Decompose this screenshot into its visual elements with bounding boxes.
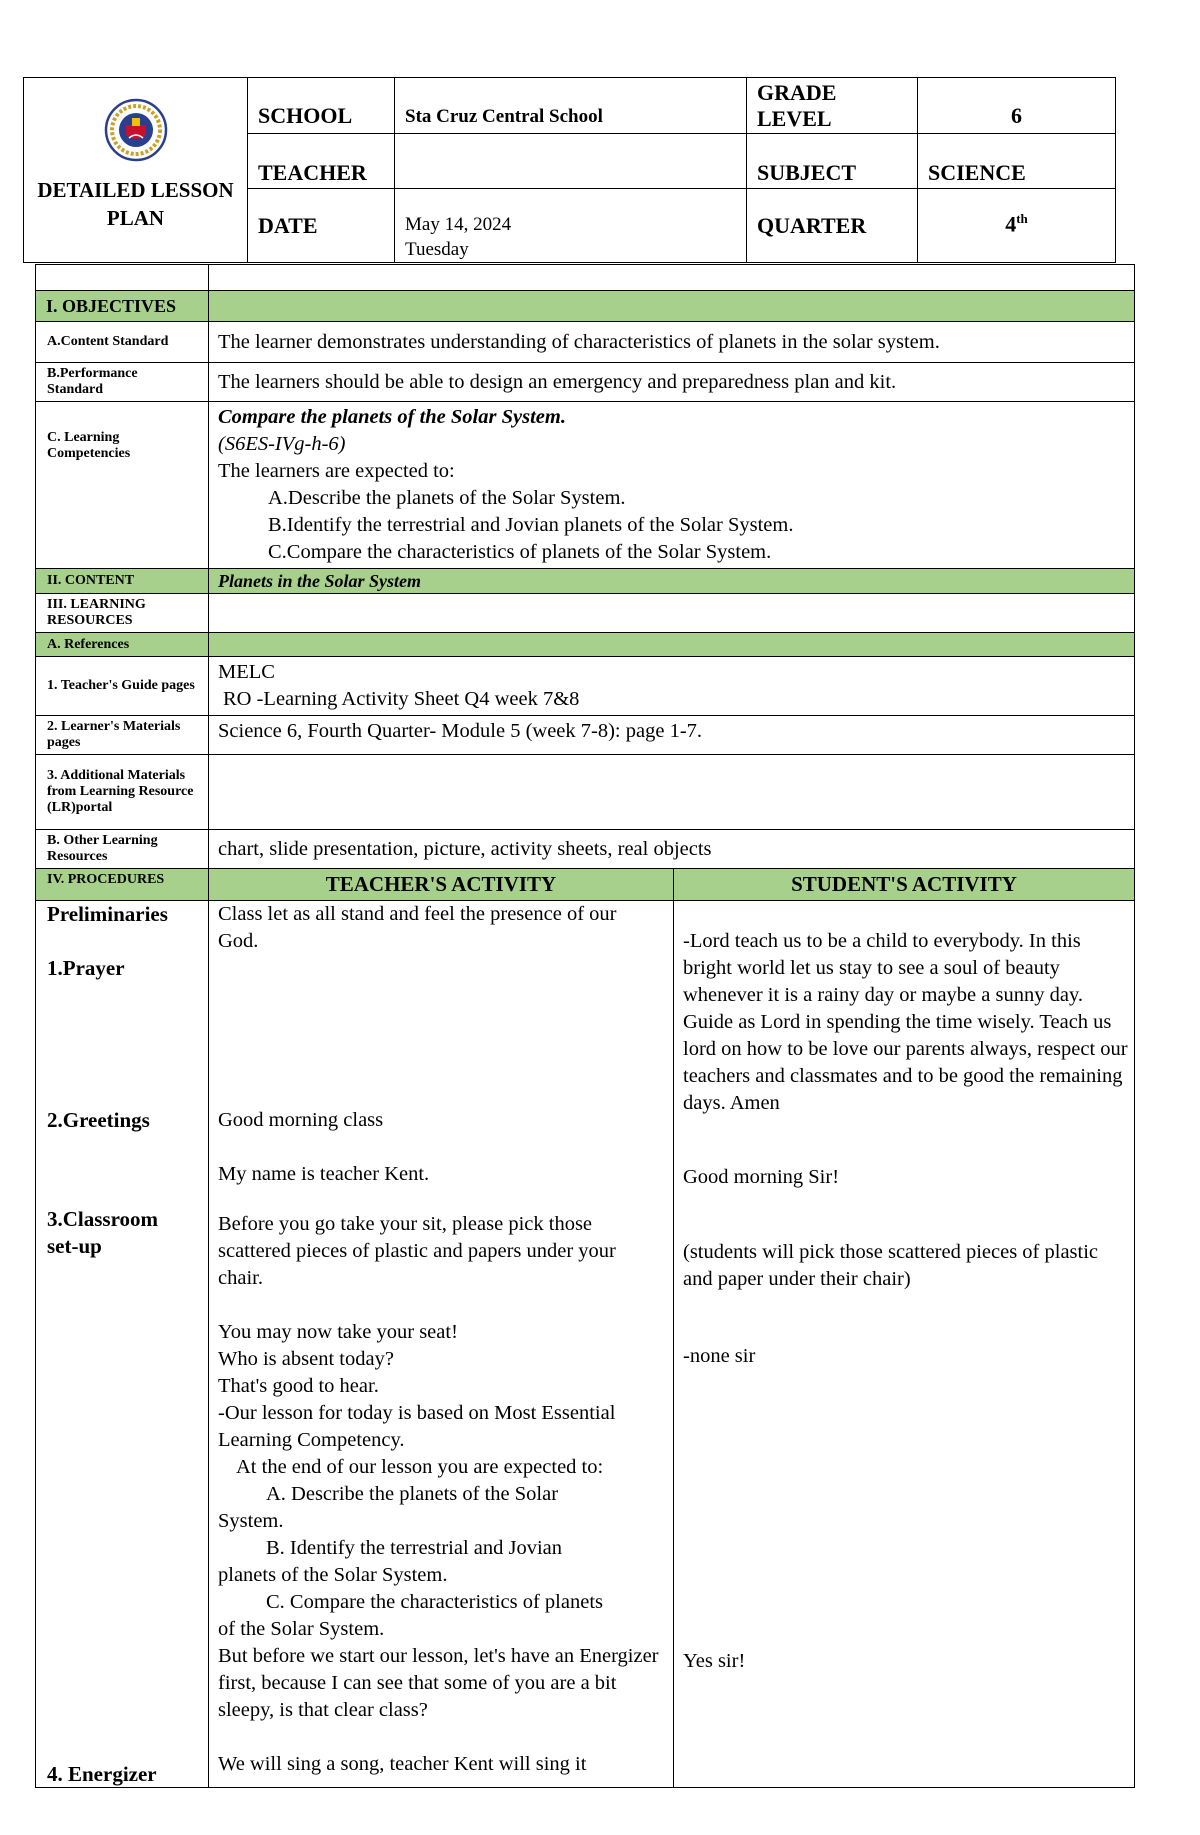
- teacher-greet2: My name is teacher Kent.: [218, 1163, 430, 1185]
- teachers-guide-value: [209, 657, 1135, 716]
- procedures-heading: IV. PROCEDURES: [36, 869, 209, 901]
- objectives-heading: I. OBJECTIVES: [36, 291, 209, 322]
- teacher-energizer: But before we start our lesson, let's have an Energizer first, because I can see that some of you are a bit sleepy, is that clear class?: [218, 1645, 659, 1721]
- teacher-good: That's good to hear.: [218, 1375, 379, 1397]
- teacher-obj-c2: of the Solar System.: [218, 1618, 385, 1640]
- teachers-guide-label: 1. Teacher's Guide pages: [36, 657, 209, 716]
- student-absent: -none sir: [683, 1345, 756, 1367]
- additional-materials-row: [36, 755, 1135, 830]
- quarter-label: QUARTER: [747, 189, 918, 263]
- content-heading: II. CONTENT: [36, 569, 209, 594]
- student-greet: Good morning Sir!: [683, 1166, 840, 1188]
- teacher-value: [395, 134, 747, 189]
- expected-c: C.Compare the characteristics of planets of the Solar System.: [268, 541, 772, 563]
- quarter-value: [918, 189, 1116, 263]
- other-resources-value: chart, slide presentation, picture, activity sheets, real objects: [209, 830, 1135, 869]
- teacher-obj-b2: planets of the Solar System.: [218, 1564, 448, 1586]
- teacher-setup: Before you go take your sit, please pick those scattered pieces of plastic and papers under your chair.: [218, 1213, 616, 1289]
- teacher-song: We will sing a song, teacher Kent will sing it: [218, 1753, 587, 1775]
- performance-standard-row: [36, 363, 1135, 402]
- competency-title: Compare the planets of the Solar System.: [218, 406, 566, 428]
- teacher-activity-header: TEACHER'S ACTIVITY: [209, 869, 674, 901]
- student-yes: Yes sir!: [683, 1650, 746, 1672]
- student-activity-header: STUDENT'S ACTIVITY: [674, 869, 1135, 901]
- objectives-heading-row: [36, 291, 1135, 322]
- subject-value: SCIENCE: [918, 134, 1116, 189]
- logo-cell: [24, 78, 248, 263]
- day-value: Tuesday: [405, 239, 469, 260]
- references-row: [36, 633, 1135, 657]
- content-heading-row: [36, 569, 1135, 594]
- student-prayer: -Lord teach us to be a child to everybody. In this bright world let us stay to see a soul of beauty whenever it is a rainy day or maybe a sunny day. Guide as Lord in spending the time wisely. Teach us lord on how to be love our parents always, respect our teachers and classmates and to be good the remaining days. Amen: [683, 930, 1128, 1114]
- content-value: Planets in the Solar System: [209, 569, 1135, 594]
- teachers-guide-row: [36, 657, 1135, 716]
- school-value: Sta Cruz Central School: [395, 78, 747, 134]
- learners-materials-label: 2. Learner's Materials pages: [36, 716, 209, 755]
- procedures-heading-row: [36, 869, 1135, 901]
- label-prayer: 1.Prayer: [47, 956, 125, 980]
- school-label: SCHOOL: [248, 78, 395, 134]
- learners-materials-row: [36, 716, 1135, 755]
- label-energizer: 4. Energizer: [47, 1762, 157, 1786]
- quarter-number: 4: [1005, 211, 1017, 237]
- teacher-obj-a2: System.: [218, 1510, 284, 1532]
- expected-intro: The learners are expected to:: [218, 460, 455, 482]
- content-standard-value: The learner demonstrates understanding of characteristics of planets in the solar system.: [209, 322, 1135, 363]
- content-standard-label: A.Content Standard: [36, 322, 209, 363]
- teacher-obj-c1: C. Compare the characteristics of planets: [266, 1591, 603, 1613]
- label-greetings: 2.Greetings: [47, 1108, 150, 1132]
- tg-line2: RO -Learning Activity Sheet Q4 week 7&8: [223, 688, 580, 710]
- teacher-label: TEACHER: [248, 134, 395, 189]
- teacher-end: At the end of our lesson you are expected to:: [236, 1456, 604, 1478]
- date-cell: [395, 189, 747, 263]
- expected-b: B.Identify the terrestrial and Jovian planets of the Solar System.: [268, 514, 794, 536]
- deped-seal-icon: [104, 98, 168, 162]
- teacher-absent: Who is absent today?: [218, 1348, 394, 1370]
- teacher-greet1: Good morning class: [218, 1109, 384, 1131]
- teacher-lesson: -Our lesson for today is based on Most Essential Learning Competency.: [218, 1402, 616, 1451]
- teacher-seat: You may now take your seat!: [218, 1321, 458, 1343]
- competency-code: (S6ES-IVg-h-6): [218, 433, 346, 455]
- additional-materials-label: 3. Additional Materials from Learning Resource (LR)portal: [36, 755, 209, 830]
- competencies-row: [36, 402, 1135, 569]
- quarter-suffix: th: [1016, 211, 1028, 226]
- subject-label: SUBJECT: [747, 134, 918, 189]
- expected-a: A.Describe the planets of the Solar System.: [268, 487, 626, 509]
- tg-line1: MELC: [218, 661, 275, 683]
- procedure-labels: [36, 901, 209, 1788]
- procedures-body-row: [36, 901, 1135, 1788]
- date-label: DATE: [248, 189, 395, 263]
- grade-value: 6: [918, 78, 1116, 134]
- competencies-label: C. Learning Competencies: [36, 402, 209, 569]
- learners-materials-value: Science 6, Fourth Quarter- Module 5 (week 7-8): page 1-7.: [209, 716, 1135, 755]
- student-setup: (students will pick those scattered pieces of plastic and paper under their chair): [683, 1241, 1099, 1290]
- performance-standard-label: B.Performance Standard: [36, 363, 209, 402]
- competencies-value: [209, 402, 1135, 569]
- performance-standard-value: The learners should be able to design an emergency and preparedness plan and kit.: [209, 363, 1135, 402]
- teacher-obj-a1: A. Describe the planets of the Solar: [266, 1483, 559, 1505]
- content-standard-row: [36, 322, 1135, 363]
- other-resources-label: B. Other Learning Resources: [36, 830, 209, 869]
- resources-heading-row: [36, 594, 1135, 633]
- doc-title: DETAILED LESSON PLAN: [37, 178, 234, 230]
- teacher-activity: [209, 901, 674, 1788]
- label-preliminaries: Preliminaries: [47, 902, 168, 926]
- lesson-plan-table: [35, 264, 1135, 1788]
- student-activity: [674, 901, 1135, 1788]
- date-value: May 14, 2024: [405, 214, 512, 235]
- teacher-block: [218, 1319, 666, 1724]
- header-table: [23, 77, 1116, 263]
- teacher-obj-b1: B. Identify the terrestrial and Jovian: [266, 1537, 563, 1559]
- spacer-row: [36, 265, 1135, 291]
- grade-label: GRADE LEVEL: [747, 78, 918, 134]
- resources-heading: III. LEARNING RESOURCES: [36, 594, 209, 633]
- teacher-prayer: Class let as all stand and feel the presence of our God.: [218, 903, 617, 952]
- label-classroom-setup: 3.Classroom set-up: [47, 1207, 159, 1258]
- references-label: A. References: [36, 633, 209, 657]
- other-resources-row: [36, 830, 1135, 869]
